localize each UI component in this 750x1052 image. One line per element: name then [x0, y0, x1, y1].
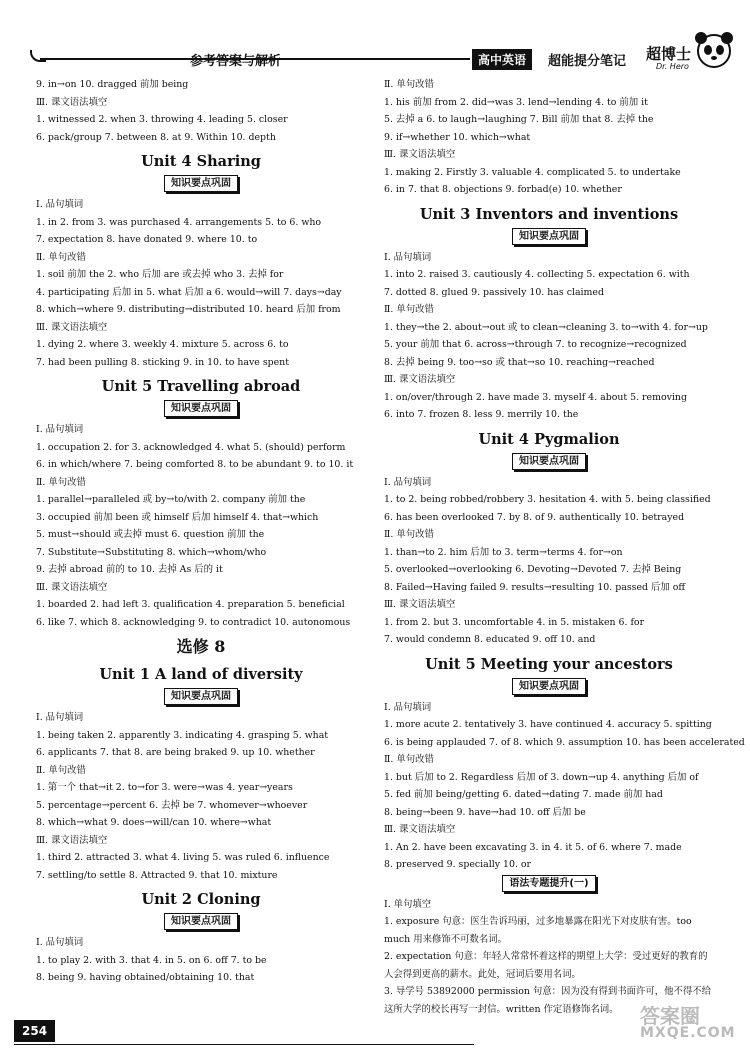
answer-line: Ⅱ. 单句改错 — [36, 764, 86, 776]
answer-line: 1. An 2. have been excavating 3. in 4. it 5. of 6. where 7. made — [384, 841, 682, 853]
answer-line: 5. 去掉 a 6. to laugh→laughing 7. Bill 前加 that 8. 去掉 the — [384, 114, 654, 125]
answer-line: 1. into 2. raised 3. cautiously 4. collecting 5. expectation 6. with — [384, 269, 690, 280]
section-box-label: 知识要点巩固 — [512, 453, 586, 470]
answer-line: 7. had been pulling 8. sticking 9. in 10. to have spent — [36, 356, 289, 368]
explanation-paragraph: 3. 导学号 53892000 permission 句意：因为没有得到书面许可，他不得不给这所大学的校长再写一封信。written 作定语修饰名词。 — [384, 986, 712, 1015]
section-box-label: 知识要点巩固 — [512, 228, 586, 245]
section-box-wrapper — [36, 174, 366, 194]
unit-heading: 选修 8 — [176, 637, 226, 656]
section-box-label: 知识要点巩固 — [164, 688, 238, 705]
answer-line: 1. dying 2. where 3. weekly 4. mixture 5. across 6. to — [36, 339, 289, 350]
answer-line: 6. like 7. which 8. acknowledging 9. to contradict 10. autonomous — [36, 616, 351, 628]
section-box-wrapper — [384, 677, 714, 697]
answer-line: 9. 去掉 abroad 前的 to 10. 去掉 As 后的 it — [36, 564, 223, 575]
answer-line: Ⅱ. 单句改错 — [36, 251, 86, 263]
section-box-wrapper — [36, 687, 366, 707]
section-box-label: 知识要点巩固 — [164, 400, 238, 417]
explanation-paragraph: 1. exposure 句意：医生告诉玛丽，过多地暴露在阳光下对皮肤有害。too much 用来修饰不可数名词。 — [384, 916, 692, 945]
answer-line: 1. more acute 2. tentatively 3. have continued 4. accuracy 5. spitting — [384, 719, 712, 730]
answer-line: 5. fed 前加 being/getting 6. dated→dating 7. made 前加 had — [384, 789, 663, 800]
answer-line: Ⅰ. 品句填词 — [384, 251, 432, 263]
answer-line: Ⅰ. 单句填空 — [384, 898, 432, 910]
answer-line: 1. but 后加 to 2. Regardless 后加 of 3. down→up 4. anything 后加 of — [384, 771, 699, 783]
answer-line: 7. expectation 8. have donated 9. where 10. to — [36, 234, 258, 245]
answer-line: 1. being taken 2. apparently 3. indicating 4. grasping 5. what — [36, 729, 329, 741]
answer-line: 8. which→what 9. does→will/can 10. where→what — [36, 817, 272, 828]
watermark-site: MXQE.COM — [640, 1025, 736, 1041]
answer-line: 5. your 前加 that 6. across→through 7. to recognize→recognized — [384, 339, 687, 350]
page-number: 254 — [14, 1020, 55, 1042]
section-box-label: 知识要点巩固 — [164, 175, 238, 192]
answer-line: 1. parallel→paralleled 或 by→to/with 2. company 前加 the — [36, 494, 306, 505]
page-header — [0, 0, 750, 70]
answer-line: 1. witnessed 2. when 3. throwing 4. leading 5. closer — [36, 114, 288, 125]
answer-line: 1. his 前加 from 2. did→was 3. lend→lending 4. to 前加 it — [384, 96, 648, 108]
answer-line: 1. from 2. but 3. uncomfortable 4. in 5. mistaken 6. for — [384, 616, 645, 628]
answer-line: 8. being 9. having obtained/obtaining 10. that — [36, 972, 255, 983]
answer-line: Ⅲ. 课文语法填空 — [384, 374, 456, 385]
unit-heading: Unit 5 Meeting your ancestors — [425, 655, 673, 673]
answer-line: 8. preserved 9. specially 10. or — [384, 859, 532, 870]
unit-heading: Unit 1 A land of diversity — [99, 666, 303, 683]
answer-line: 6. in 7. that 8. objections 9. forbad(e) 10. whether — [384, 184, 622, 195]
answer-line: Ⅲ. 课文语法填空 — [36, 96, 108, 108]
left-answer-column — [36, 76, 366, 987]
unit-heading: Unit 4 Pygmalion — [478, 430, 620, 448]
answer-line: Ⅲ. 课文语法填空 — [36, 581, 108, 593]
answer-line: 9. if→whether 10. which→what — [384, 131, 531, 143]
answer-line: Ⅰ. 品句填词 — [36, 937, 84, 948]
section-box-wrapper — [384, 874, 714, 894]
header-subject-tag: 高中英语 — [472, 49, 532, 70]
answer-line: Ⅱ. 单句改错 — [36, 476, 86, 488]
answer-line: Ⅲ. 课文语法填空 — [36, 834, 108, 846]
section-box-label: 知识要点巩固 — [512, 678, 586, 695]
answer-line: Ⅲ. 课文语法填空 — [384, 599, 456, 610]
section-box-label: 知识要点巩固 — [164, 913, 238, 930]
answer-line: 1. to play 2. with 3. that 4. in 5. on 6. off 7. to be — [36, 954, 267, 966]
answer-line: Ⅰ. 品句填词 — [36, 199, 84, 210]
section-box-wrapper — [384, 452, 714, 472]
header-subtitle: 超能提分笔记 — [548, 54, 627, 69]
answer-line: Ⅰ. 品句填词 — [384, 476, 432, 488]
section-box-wrapper — [36, 399, 366, 419]
answer-line: Ⅱ. 单句改错 — [384, 79, 434, 90]
answer-line: 7. dotted 8. glued 9. passively 10. has claimed — [384, 286, 604, 298]
answer-line: Ⅰ. 品句填词 — [384, 701, 432, 713]
answer-line: 4. participating 后加 in 5. what 后加 a 6. would→will 7. days→day — [36, 286, 342, 298]
answer-line: Ⅰ. 品句填词 — [36, 712, 84, 723]
answer-line: 1. they→the 2. about→out 或 to clean→cleaning 3. to→with 4. for→up — [384, 321, 708, 333]
answer-line: 1. third 2. attracted 3. what 4. living 5. was ruled 6. influence — [36, 852, 330, 863]
answer-line: 6. is being applauded 7. of 8. which 9. assumption 10. has been accelerated — [384, 736, 745, 748]
answer-line: 1. in 2. from 3. was purchased 4. arrangements 5. to 6. who — [36, 216, 322, 228]
answer-line: Ⅱ. 单句改错 — [384, 529, 434, 540]
header-brand: 超博士 — [646, 45, 692, 63]
answer-line: 6. pack/group 7. between 8. at 9. Within 10. depth — [36, 131, 276, 143]
answer-line: 1. than→to 2. him 后加 to 3. term→terms 4. for→on — [384, 546, 623, 558]
answer-line: 1. 第一个 that→it 2. to→for 3. were→was 4. year→years — [36, 782, 293, 793]
section-box-label: 语法专题提升(一) — [502, 875, 595, 892]
answer-line: 1. on/over/through 2. have made 3. myself 4. about 5. removing — [384, 391, 687, 403]
answer-line: Ⅲ. 课文语法填空 — [384, 824, 456, 835]
answer-line: 1. occupation 2. for 3. acknowledged 4. what 5. (should) perform — [36, 441, 346, 453]
answer-line: 1. making 2. Firstly 3. valuable 4. complicated 5. to undertake — [384, 166, 681, 178]
answer-line: Ⅱ. 单句改错 — [384, 754, 434, 765]
footer-rule — [14, 1044, 474, 1045]
answer-line: 6. applicants 7. that 8. are being braked 9. up 10. whether — [36, 747, 315, 758]
answer-line: 8. which→where 9. distributing→distributed 10. heard 后加 from — [36, 304, 341, 315]
answer-line: 5. must→should 或去掉 must 6. question 前加 the — [36, 529, 265, 540]
section-box-wrapper — [384, 227, 714, 247]
answer-line: Ⅲ. 课文语法填空 — [384, 149, 456, 160]
answer-line: 6. in which/where 7. being comforted 8. to be abundant 9. to 10. it — [36, 459, 354, 470]
answer-line: 3. occupied 前加 been 或 himself 后加 himself 4. that→which — [36, 511, 319, 523]
unit-heading: Unit 2 Cloning — [141, 891, 261, 908]
unit-heading: Unit 5 Travelling abroad — [101, 378, 301, 395]
section-box-wrapper — [36, 912, 366, 932]
answer-line: 1. to 2. being robbed/robbery 3. hesitation 4. with 5. being classified — [384, 494, 711, 505]
unit-heading: Unit 4 Sharing — [141, 153, 261, 170]
answer-line: Ⅱ. 单句改错 — [384, 304, 434, 315]
right-answer-column — [384, 76, 745, 1018]
watermark-text: 答案圈 — [640, 1004, 700, 1028]
answer-line: 1. boarded 2. had left 3. qualification 4. preparation 5. beneficial — [36, 599, 345, 610]
answer-line: Ⅲ. 课文语法填空 — [36, 321, 108, 333]
answer-line: Ⅰ. 品句填词 — [36, 424, 84, 435]
header-hook-decoration — [30, 50, 46, 62]
answer-line: 8. Failed→Having failed 9. results→resulting 10. passed 后加 off — [384, 581, 686, 593]
answer-line: 1. soil 前加 the 2. who 后加 are 或去掉 who 3. 去掉 for — [36, 269, 284, 280]
panda-logo-icon — [692, 30, 736, 70]
answer-line: 6. into 7. frozen 8. less 9. merrily 10. the — [384, 409, 579, 420]
answer-line: 5. percentage→percent 6. 去掉 be 7. whomever→whoever — [36, 799, 308, 811]
answer-line: 7. settling/to settle 8. Attracted 9. that 10. mixture — [36, 869, 278, 881]
answer-line: 5. overlooked→overlooking 6. Devoting→Devoted 7. 去掉 Being — [384, 564, 682, 575]
answer-line: 7. Substitute→Substituting 8. which→whom/who — [36, 546, 267, 558]
answer-line: 8. being→been 9. have→had 10. off 后加 be — [384, 806, 586, 818]
answer-line: 7. would condemn 8. educated 9. off 10. and — [384, 634, 596, 645]
answer-line: 8. 去掉 being 9. too→so 或 that→so 10. reaching→reached — [384, 356, 655, 368]
answer-line: 6. has been overlooked 7. by 8. of 9. authentically 10. betrayed — [384, 511, 685, 523]
answer-line: 9. in→on 10. dragged 前加 being — [36, 79, 189, 90]
header-brand-en: Dr. Hero — [656, 62, 689, 71]
explanation-paragraph: 2. expectation 句意：年轻人常常怀着这样的期望上大学：受过更好的教育的人会得到更高的薪水。此处，冠词后要用名词。 — [384, 951, 708, 980]
unit-heading: Unit 3 Inventors and inventions — [419, 205, 679, 223]
header-left-title: 参考答案与解析 — [190, 54, 282, 69]
